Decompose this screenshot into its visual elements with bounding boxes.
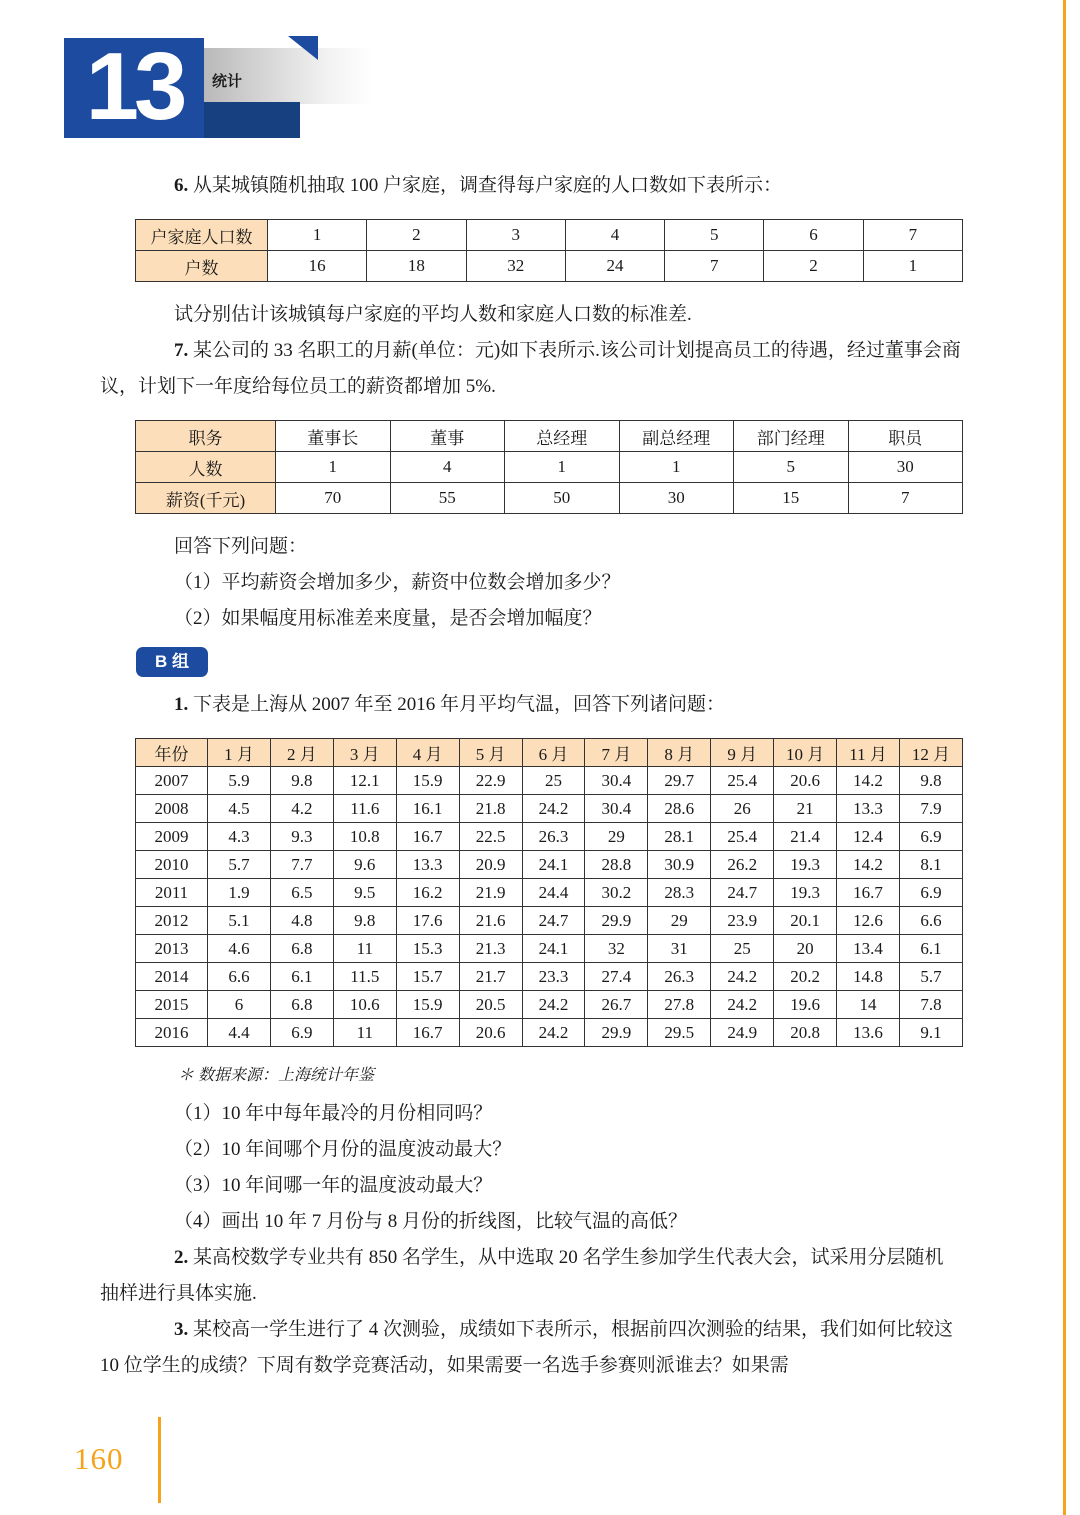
table-row: [136, 767, 963, 795]
table-header-cell: 12 月: [899, 739, 962, 767]
b-problem-2-number: 2.: [174, 1247, 189, 1268]
table-cell: 董事: [390, 421, 505, 452]
table-cell: 24.2: [522, 1019, 585, 1047]
table-cell: 12.1: [333, 767, 396, 795]
table-cell: 1: [505, 452, 620, 483]
table-cell: 5.9: [208, 767, 271, 795]
table-cell: 25.4: [711, 823, 774, 851]
table-cell: 15.7: [396, 963, 459, 991]
table-cell: 22.9: [459, 767, 522, 795]
table-cell: 26.3: [648, 963, 711, 991]
table-header-cell: 7 月: [585, 739, 648, 767]
table-header-cell: 1 月: [208, 739, 271, 767]
table-cell: 2016: [136, 1019, 208, 1047]
table-cell: 9.8: [270, 767, 333, 795]
table-cell: 9.5: [333, 879, 396, 907]
table-cell: 4.6: [208, 935, 271, 963]
b-problem-1-number: 1.: [174, 694, 189, 715]
b-problem-1-question-1: （1）10 年中每年最冷的月份相同吗？: [174, 1103, 493, 1124]
table-cell: 9.3: [270, 823, 333, 851]
table-cell: 4.5: [208, 795, 271, 823]
table-cell: 13.3: [396, 851, 459, 879]
table-cell: 28.6: [648, 795, 711, 823]
table-cell: 9.1: [899, 1019, 962, 1047]
b-problem-3-text: 某校高一学生进行了 4 次测验，成绩如下表所示，根据前四次测验的结果，我们如何比较这 10 位学生的成绩？下周有数学竞赛活动，如果需要一名选手参赛则派谁去？如果需: [100, 1319, 954, 1376]
table-cell: 30.2: [585, 879, 648, 907]
table-cell: 副总经理: [619, 421, 734, 452]
right-border-line: [1063, 0, 1066, 1515]
table-cell: 20.9: [459, 851, 522, 879]
row-header-cell: 薪资(千元): [136, 483, 276, 514]
table-header-cell: 8 月: [648, 739, 711, 767]
table-cell: 5: [734, 452, 849, 483]
table-cell: 55: [390, 483, 505, 514]
table-cell: 2009: [136, 823, 208, 851]
table-cell: 12.4: [837, 823, 900, 851]
table-cell: 总经理: [505, 421, 620, 452]
table-cell: 24.1: [522, 851, 585, 879]
table-cell: 30: [619, 483, 734, 514]
table-cell: 6.9: [899, 879, 962, 907]
chapter-header: [0, 0, 1080, 152]
table-header-cell: 2 月: [270, 739, 333, 767]
problem-7: [100, 333, 962, 405]
table-cell: 2007: [136, 767, 208, 795]
table-cell: 24.2: [711, 991, 774, 1019]
table-cell: 6.8: [270, 935, 333, 963]
section-b-label: B 组: [155, 652, 189, 671]
table-cell: 21.6: [459, 907, 522, 935]
table-cell: 6.9: [270, 1019, 333, 1047]
table-cell: 9.6: [333, 851, 396, 879]
table-cell: 50: [505, 483, 620, 514]
table-row: [136, 935, 963, 963]
table-cell: 2015: [136, 991, 208, 1019]
table-cell: 21: [774, 795, 837, 823]
table-cell: 21.4: [774, 823, 837, 851]
table-cell: 13.6: [837, 1019, 900, 1047]
table-row: [136, 1019, 963, 1047]
table-cell: 11.5: [333, 963, 396, 991]
table-cell: 5.7: [208, 851, 271, 879]
problem-7-text: 某公司的 33 名职工的月薪(单位：元)如下表所示.该公司计划提高员工的待遇，经过董事会商议，计划下一年度给每位员工的薪资都增加 5%.: [100, 340, 961, 397]
table-cell: 10.6: [333, 991, 396, 1019]
row-header-cell: 职务: [136, 421, 276, 452]
row-header-cell: 人数: [136, 452, 276, 483]
table-cell: 32: [585, 935, 648, 963]
table-cell: 8.1: [899, 851, 962, 879]
table-cell: 28.3: [648, 879, 711, 907]
table-cell: 6: [764, 220, 863, 251]
table-cell: 14.8: [837, 963, 900, 991]
table-cell: 26.3: [522, 823, 585, 851]
table-cell: 11: [333, 1019, 396, 1047]
table-cell: 18: [367, 251, 466, 282]
table-cell: 1: [276, 452, 391, 483]
table-cell: 25.4: [711, 767, 774, 795]
table-cell: 23.9: [711, 907, 774, 935]
table-cell: 26.7: [585, 991, 648, 1019]
b-problem-1-question-3: （3）10 年间哪一年的温度波动最大？: [174, 1175, 493, 1196]
table-cell: 25: [522, 767, 585, 795]
table-cell: 24.7: [711, 879, 774, 907]
table-cell: 3: [466, 220, 565, 251]
table-header-cell: 10 月: [774, 739, 837, 767]
table-cell: 15: [734, 483, 849, 514]
table-row: [136, 991, 963, 1019]
table-row: [136, 452, 963, 483]
table-cell: 26: [711, 795, 774, 823]
table-cell: 7.7: [270, 851, 333, 879]
table-cell: 6.9: [899, 823, 962, 851]
table-cell: 15.9: [396, 991, 459, 1019]
table-cell: 24.4: [522, 879, 585, 907]
table-cell: 4.4: [208, 1019, 271, 1047]
table-cell: 24.7: [522, 907, 585, 935]
table-row: [136, 220, 963, 251]
b-problem-3: [100, 1312, 962, 1384]
table-cell: 30: [848, 452, 963, 483]
table-cell: 2010: [136, 851, 208, 879]
table-cell: 12.6: [837, 907, 900, 935]
b-problem-2: [100, 1240, 962, 1312]
table-cell: 1: [268, 220, 367, 251]
row-header-cell: 户家庭人口数: [136, 220, 268, 251]
table-cell: 11: [333, 935, 396, 963]
corner-decoration: [288, 36, 318, 60]
problem-6: [100, 168, 962, 204]
problem-6-followup: 试分别估计该城镇每户家庭的平均人数和家庭人口数的标准差.: [174, 304, 692, 325]
table-cell: 4.2: [270, 795, 333, 823]
table-cell: 2: [764, 251, 863, 282]
table-cell: 21.3: [459, 935, 522, 963]
table-cell: 4.8: [270, 907, 333, 935]
table-cell: 14.2: [837, 767, 900, 795]
b-problem-1: [100, 687, 962, 723]
b-problem-3-number: 3.: [174, 1319, 189, 1340]
footer-rule: [158, 1417, 161, 1503]
table-cell: 9.8: [333, 907, 396, 935]
table-cell: 7.8: [899, 991, 962, 1019]
table-cell: 7: [863, 220, 962, 251]
table-cell: 16.7: [396, 1019, 459, 1047]
table-cell: 20.6: [774, 767, 837, 795]
table-cell: 24.2: [711, 963, 774, 991]
table-cell: 2008: [136, 795, 208, 823]
table-cell: 28.1: [648, 823, 711, 851]
table-cell: 20.1: [774, 907, 837, 935]
table-cell: 29.9: [585, 1019, 648, 1047]
table-cell: 20: [774, 935, 837, 963]
table-cell: 15.3: [396, 935, 459, 963]
table-header-cell: 3 月: [333, 739, 396, 767]
table-cell: 6.1: [270, 963, 333, 991]
table-header-cell: 4 月: [396, 739, 459, 767]
table-cell: 25: [711, 935, 774, 963]
table-cell: 26.2: [711, 851, 774, 879]
data-source-footnote: ＊ 数据来源：上海统计年鉴: [178, 1067, 375, 1084]
table-cell: 1.9: [208, 879, 271, 907]
section-b-badge: [136, 647, 208, 677]
table-cell: 5: [665, 220, 764, 251]
page-content: [0, 152, 1080, 1384]
problem-6-number: 6.: [174, 175, 189, 196]
table-cell: 28.8: [585, 851, 648, 879]
table-cell: 24.2: [522, 991, 585, 1019]
problem-7-answer-prompt: 回答下列问题：: [174, 536, 308, 557]
table-cell: 2011: [136, 879, 208, 907]
table-cell: 20.8: [774, 1019, 837, 1047]
chapter-title: 统计: [212, 73, 243, 90]
table-cell: 15.9: [396, 767, 459, 795]
table-cell: 20.6: [459, 1019, 522, 1047]
table-cell: 5.7: [899, 963, 962, 991]
table-cell: 6.6: [899, 907, 962, 935]
table-cell: 29.7: [648, 767, 711, 795]
chapter-number: 13: [85, 33, 183, 140]
table-header-cell: 9 月: [711, 739, 774, 767]
table-cell: 24.2: [522, 795, 585, 823]
table-cell: 1: [863, 251, 962, 282]
table-row: [136, 483, 963, 514]
b-problem-1-text: 下表是上海从 2007 年至 2016 年月平均气温，回答下列诸问题：: [193, 694, 726, 715]
table-cell: 职员: [848, 421, 963, 452]
table-cell: 70: [276, 483, 391, 514]
table-cell: 11.6: [333, 795, 396, 823]
table-cell: 6.8: [270, 991, 333, 1019]
table-cell: 16: [268, 251, 367, 282]
table-row: [136, 421, 963, 452]
table-cell: 21.7: [459, 963, 522, 991]
table-cell: 2013: [136, 935, 208, 963]
table-cell: 5.1: [208, 907, 271, 935]
table-cell: 21.8: [459, 795, 522, 823]
table-cell: 30.9: [648, 851, 711, 879]
table-cell: 19.6: [774, 991, 837, 1019]
table-cell: 21.9: [459, 879, 522, 907]
table-cell: 9.8: [899, 767, 962, 795]
table-row: [136, 251, 963, 282]
table-cell: 10.8: [333, 823, 396, 851]
table-cell: 20.5: [459, 991, 522, 1019]
table-cell: 29: [648, 907, 711, 935]
table-cell: 24.9: [711, 1019, 774, 1047]
table-cell: 6.6: [208, 963, 271, 991]
table-cell: 24.1: [522, 935, 585, 963]
table-cell: 19.3: [774, 879, 837, 907]
chapter-number-box: [64, 33, 204, 140]
salary-table: [135, 420, 963, 514]
table-cell: 31: [648, 935, 711, 963]
table-cell: 24: [565, 251, 664, 282]
table-cell: 7: [848, 483, 963, 514]
problem-6-text: 从某城镇随机抽取 100 户家庭，调查得每户家庭的人口数如下表所示：: [193, 175, 783, 196]
table-cell: 20.2: [774, 963, 837, 991]
table-row: [136, 795, 963, 823]
table-cell: 22.5: [459, 823, 522, 851]
problem-7-question-2: （2）如果幅度用标准差来度量，是否会增加幅度？: [174, 608, 602, 629]
table-cell: 6: [208, 991, 271, 1019]
table-cell: 2012: [136, 907, 208, 935]
table-cell: 27.4: [585, 963, 648, 991]
page-number: 160: [74, 1441, 124, 1476]
table-row: [136, 851, 963, 879]
table-row: [136, 823, 963, 851]
table-cell: 16.1: [396, 795, 459, 823]
table-header-row: [136, 739, 963, 767]
table-cell: 7.9: [899, 795, 962, 823]
table-cell: 4.3: [208, 823, 271, 851]
table-cell: 16.2: [396, 879, 459, 907]
table-cell: 16.7: [396, 823, 459, 851]
table-cell: 部门经理: [734, 421, 849, 452]
table-cell: 16.7: [837, 879, 900, 907]
table-cell: 23.3: [522, 963, 585, 991]
table-header-cell: 6 月: [522, 739, 585, 767]
table-row: [136, 963, 963, 991]
b-problem-1-question-4: （4）画出 10 年 7 月份与 8 月份的折线图，比较气温的高低？: [174, 1211, 688, 1232]
table-cell: 1: [619, 452, 734, 483]
table-cell: 29: [585, 823, 648, 851]
table-cell: 6.5: [270, 879, 333, 907]
table-cell: 13.4: [837, 935, 900, 963]
problem-7-question-1: （1）平均薪资会增加多少，薪资中位数会增加多少？: [174, 572, 621, 593]
table-cell: 2: [367, 220, 466, 251]
table-header-cell: 年份: [136, 739, 208, 767]
chapter-dark-box: [204, 102, 300, 138]
table-cell: 14: [837, 991, 900, 1019]
table-cell: 6.1: [899, 935, 962, 963]
table-cell: 30.4: [585, 795, 648, 823]
table-cell: 7: [665, 251, 764, 282]
household-population-table: [135, 219, 963, 282]
table-cell: 2014: [136, 963, 208, 991]
table-row: [136, 879, 963, 907]
b-problem-1-question-2: （2）10 年间哪个月份的温度波动最大？: [174, 1139, 512, 1160]
problem-7-number: 7.: [174, 340, 189, 361]
table-cell: 19.3: [774, 851, 837, 879]
row-header-cell: 户数: [136, 251, 268, 282]
table-cell: 29.5: [648, 1019, 711, 1047]
table-cell: 4: [565, 220, 664, 251]
table-cell: 4: [390, 452, 505, 483]
table-cell: 30.4: [585, 767, 648, 795]
table-header-cell: 5 月: [459, 739, 522, 767]
b-problem-2-text: 某高校数学专业共有 850 名学生，从中选取 20 名学生参加学生代表大会，试采用分层随机抽样进行具体实施.: [100, 1247, 944, 1304]
table-cell: 董事长: [276, 421, 391, 452]
table-header-cell: 11 月: [837, 739, 900, 767]
table-cell: 13.3: [837, 795, 900, 823]
table-row: [136, 907, 963, 935]
shanghai-temperature-table: [135, 738, 963, 1047]
table-cell: 32: [466, 251, 565, 282]
table-cell: 14.2: [837, 851, 900, 879]
table-cell: 29.9: [585, 907, 648, 935]
table-cell: 17.6: [396, 907, 459, 935]
table-cell: 27.8: [648, 991, 711, 1019]
